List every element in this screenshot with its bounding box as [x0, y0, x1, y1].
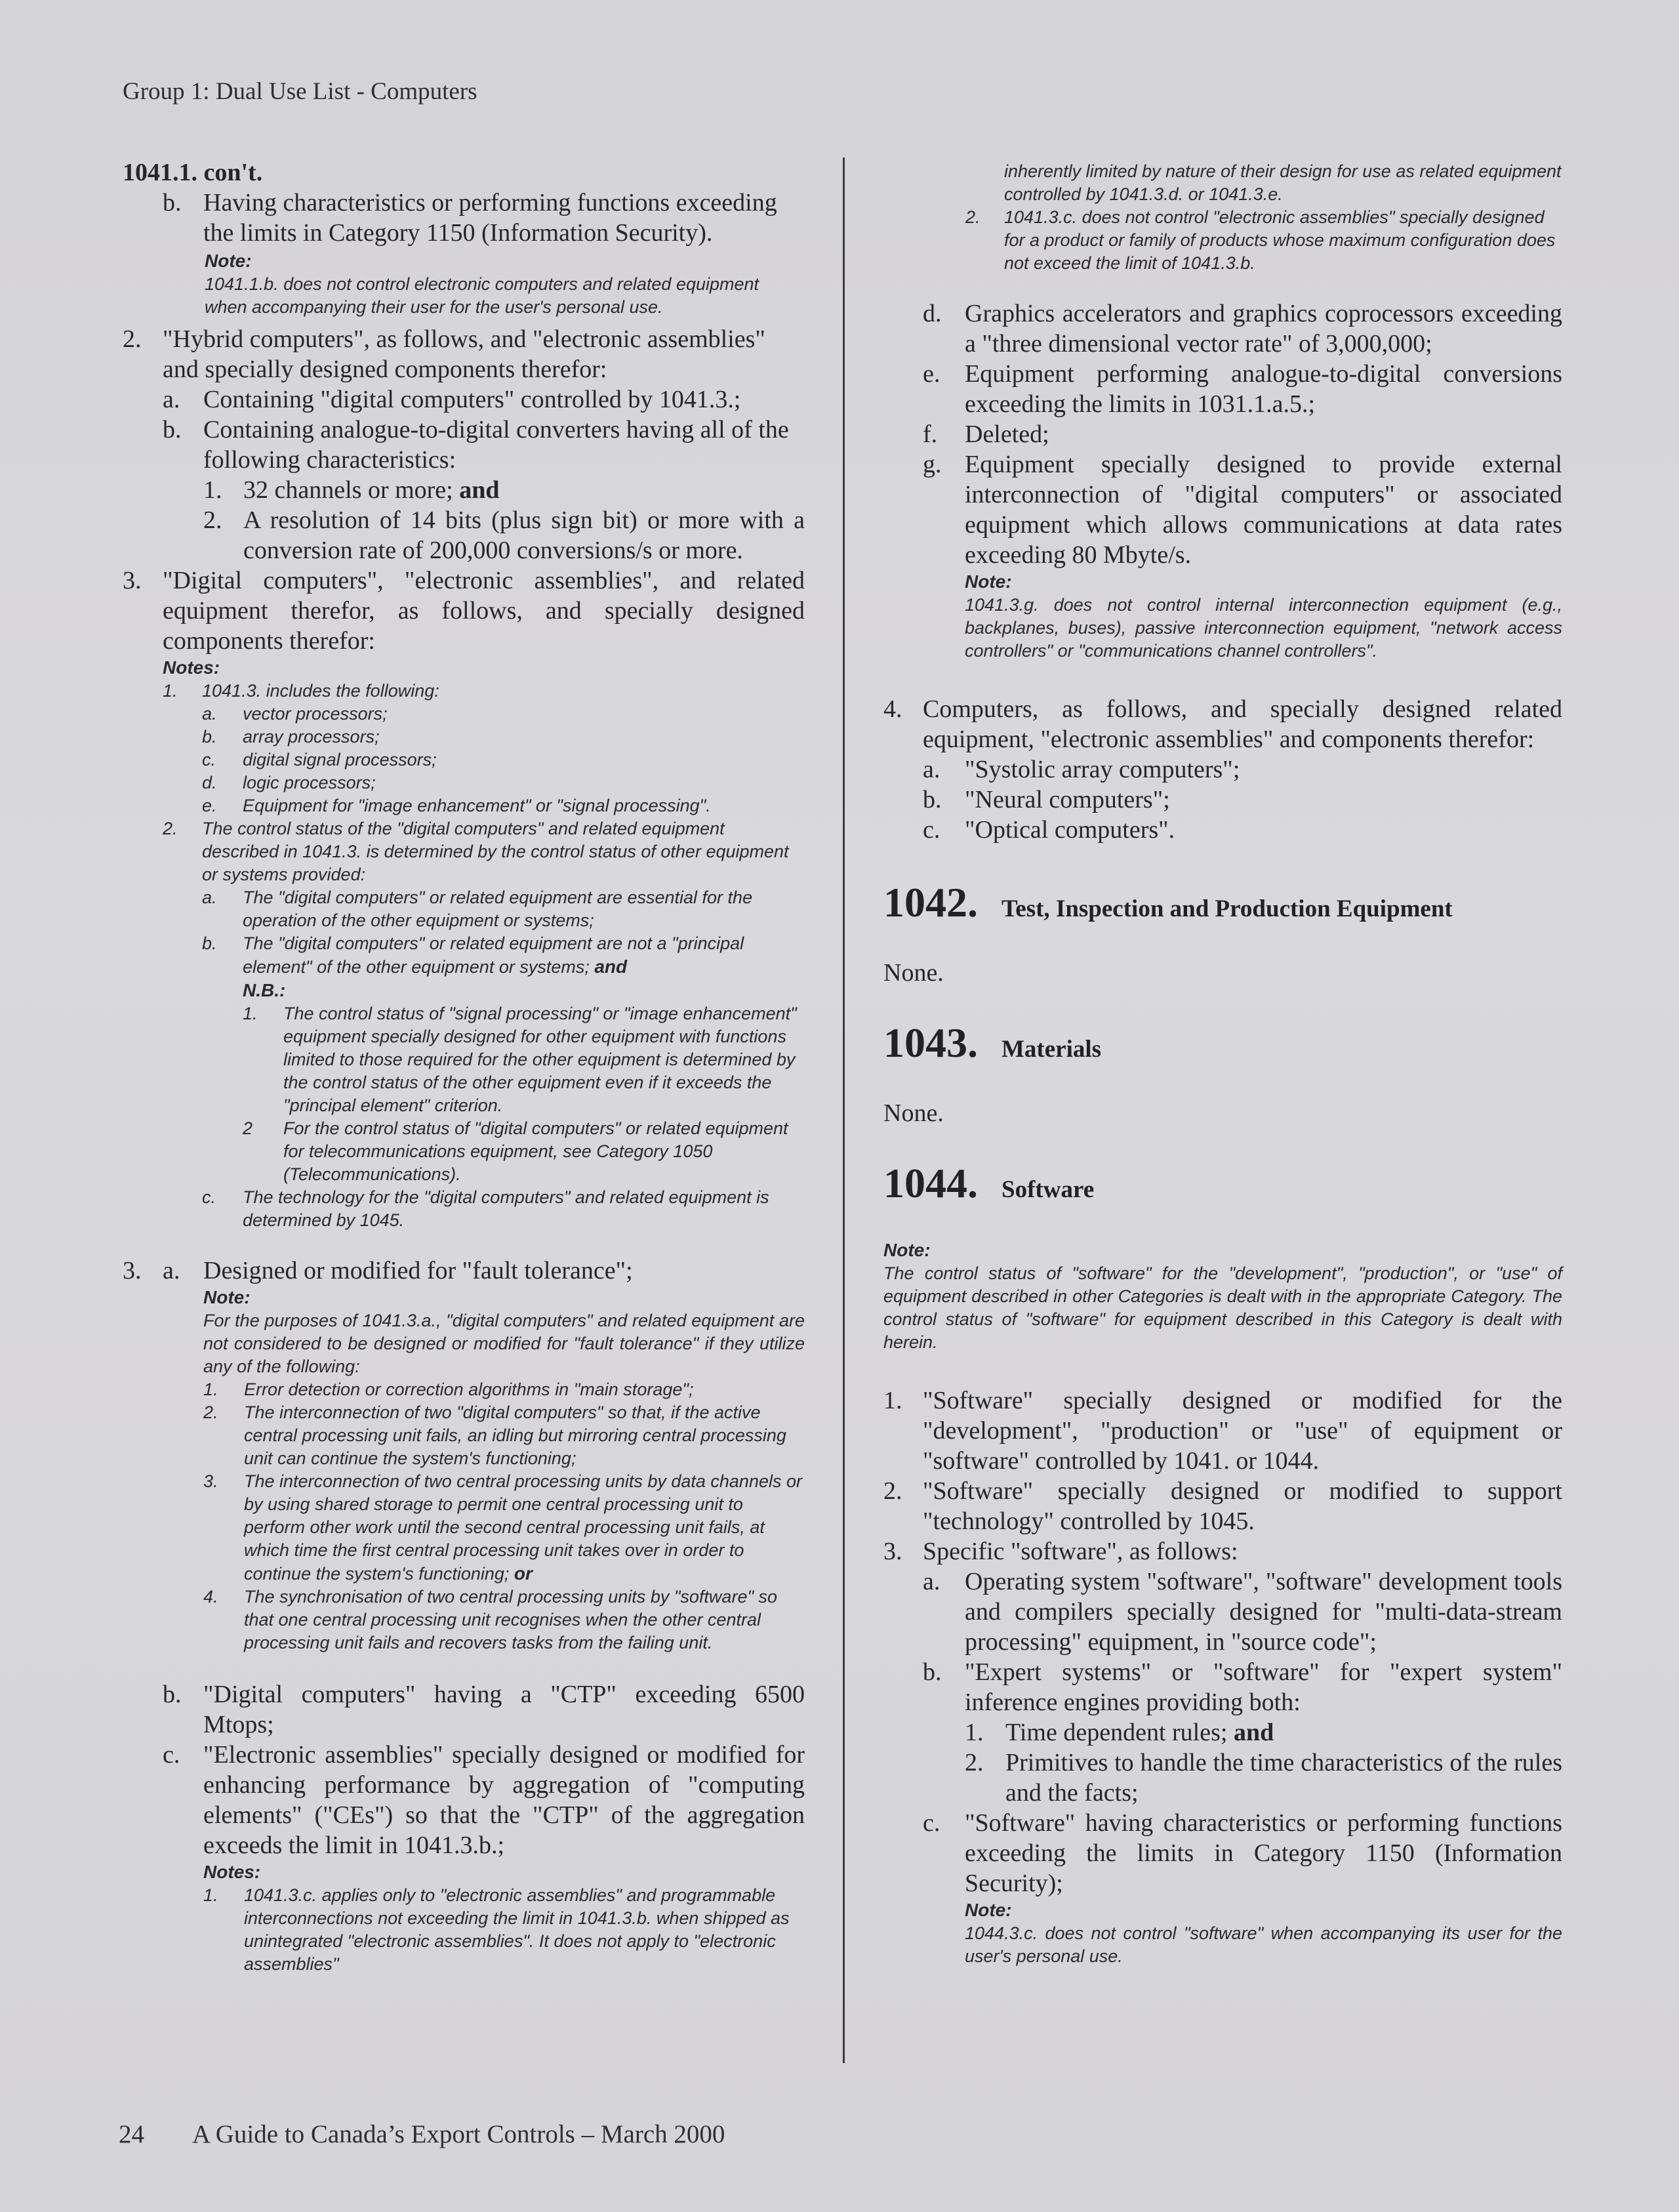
list-item: b. The "digital computers" or related equipment are not a "principal element" of the other equipment or systems; and — [202, 933, 744, 977]
right-column — [883, 160, 1562, 1968]
page-number: 24 — [119, 2120, 144, 2148]
note-block: Note: 1041.3.g. does not control internal interconnection equipment (e.g., backplanes, buses), passive interconnection equipment, "network access controllers" or "communications channel controllers". — [965, 571, 1562, 661]
list-item: 3. Specific "software", as follows: — [883, 1538, 1238, 1565]
list-item: a. vector processors; — [202, 704, 388, 724]
column-divider — [843, 157, 845, 2063]
notes-block: Notes: 1. 1041.3.c. applies only to "electronic assemblies" and programmable interconnections not exceeding the limit in 1041.3.b. when shipped as unintegrated "electronic assemblies". It does not apply to "electronic assemblies" — [123, 1860, 805, 1976]
list-item: f. Deleted; — [923, 420, 1049, 448]
page-footer — [119, 2120, 725, 2149]
list-item: b. Having characteristics or performing functions exceeding the limits in Category 1150 (Information Security). — [163, 189, 777, 247]
list-item: b. array processors; — [202, 727, 380, 747]
list-item: 2. 1041.3.c. does not control "electronic assemblies" specially designed for a product or family of products whose maximum configuration does not exceed the limit of 1041.3.b. — [965, 207, 1556, 273]
list-item: b. "Neural computers"; — [923, 786, 1170, 813]
list-item: d. Graphics accelerators and graphics coprocessors exceeding a "three dimensional vector rate" of 3,000,000; — [923, 300, 1562, 358]
list-item: c. "Electronic assemblies" specially designed or modified for enhancing performance by aggregation of "computing elements" ("CEs") so that the "CTP" of the aggregation exceeds the limit in 1041.3.b.; — [163, 1741, 805, 1859]
footer-title: A Guide to Canada’s Export Controls – March 2000 — [192, 2120, 725, 2148]
list-item: 2. Primitives to handle the time characteristics of the rules and the facts; — [965, 1749, 1562, 1807]
list-item: a. The "digital computers" or related equipment are essential for the operation of the other equipment or systems; — [202, 888, 753, 930]
section-body-1043: None. — [883, 1099, 944, 1127]
list-item: c. "Software" having characteristics or performing functions exceeding the limits in Category 1150 (Information Security); — [923, 1809, 1562, 1897]
list-item: a. "Systolic array computers"; — [923, 756, 1240, 783]
list-item: 1. 1041.3.c. applies only to "electronic assemblies" and programmable interconnections not exceeding the limit in 1041.3.b. when shipped as unintegrated "electronic assemblies". It does not apply to "electronic assemblies" — [203, 1885, 790, 1974]
list-item: 1. The control status of "signal processing" or "image enhancement" equipment specially designed for other equipment with functions limited to those required for the other equipment is determined by the control status of the other equipment even if it exceeds the "principal element" criterion. — [243, 1004, 797, 1115]
list-item: 3. a. Designed or modified for "fault tolerance"; — [123, 1257, 633, 1284]
list-item: 1. Time dependent rules; and — [965, 1719, 1274, 1746]
note-block: Note: The control status of "software" for the "development", "production", or "use" of equipment described in other Categories is dealt with in the appropriate Category. The control status of "software" for equipment described in this Category is dealt with herein. — [883, 1240, 1562, 1352]
list-item: b. "Expert systems" or "software" for "expert system" inference engines providing both: — [923, 1658, 1562, 1716]
list-item: 3. The interconnection of two central processing units by data channels or by using shared storage to permit one central processing unit to perform other work until the second central processing unit fails, at which time the first central processing unit takes over in order to continue the system's functioning; or — [203, 1471, 802, 1584]
list-item: b. "Digital computers" having a "CTP" exceeding 6500 Mtops; — [163, 1681, 805, 1738]
list-item: c. "Optical computers". — [923, 816, 1175, 844]
section-heading-1042: 1042. Test, Inspection and Production Equipment — [883, 879, 1453, 926]
list-item: 2 For the control status of "digital computers" or related equipment for telecommunications equipment, see Category 1050 (Telecommunications). — [243, 1118, 788, 1184]
list-item: a. Containing "digital computers" controlled by 1041.3.; — [163, 386, 741, 413]
list-item: a. Operating system "software", "software" development tools and compilers specially designed for "multi-data-stream processing" equipment, in "source code"; — [923, 1568, 1562, 1656]
section-body-1042: None. — [883, 959, 944, 987]
list-item: 2. "Software" specially designed or modified to support "technology" controlled by 1045. — [883, 1477, 1562, 1535]
list-item: 1. "Software" specially designed or modified for the "development", "production" or "use" of equipment or "software" controlled by 1041. or 1044. — [883, 1387, 1562, 1475]
list-item: e. Equipment performing analogue-to-digital conversions exceeding the limits in 1031.1.a.5.; — [923, 360, 1562, 418]
note-block: Note: 1044.3.c. does not control "software" when accompanying its user for the user's personal use. — [965, 1900, 1562, 1966]
list-item: 1. Error detection or correction algorithms in "main storage"; — [203, 1380, 694, 1399]
list-item: 2. The interconnection of two "digital computers" so that, if the active central processing unit fails, an idling but mirroring central processing unit can continue the system's functioning; — [203, 1403, 786, 1468]
section-heading-1043: 1043. Materials — [883, 1019, 1102, 1066]
list-item: 3. "Digital computers", "electronic assemblies", and related equipment therefor, as follows, and specially designed components therefor: — [123, 567, 805, 655]
list-item: c. The technology for the "digital computers" and related equipment is determined by 1045. — [202, 1187, 769, 1230]
notes-block: Notes: 1. 1041.3. includes the following: a. vector processors; b. array processors; c. digital signal processors; d. logic processors; e. Equipment for "image enhancement" or "signal processing". 2. The control status of the "digital computers" and related equipment described in 1041.3. is determined by the control status of other equipment or systems provided: a. The "digital computers" or related equipment are essential for the operation of the other equipment or systems; b. The "digital computers" or related equipment are not a "principal element" of the other equipment or systems; and N.B.: 1. The control status of "signal processing" or "image enhancement" equipment specially designed for other equipment with functions limited to those required for the other equipment is determined by the control status of the other equipment even if it exceeds the "principal element" criterion. 2 For the control status of "digital computers" or related equipment for telecommunications equipment, see Category 1050 (Telecommunications). c. The technology for the "digital computers" and related equipment is determined by 1045. — [123, 656, 805, 1232]
left-column — [123, 157, 805, 1976]
list-item: 4. The synchronisation of two central processing units by "software" so that one central processing unit recognises when the other central processing unit fails and recovers tasks from the failing unit. — [203, 1587, 778, 1652]
list-item: c. digital signal processors; — [202, 750, 437, 769]
section-heading-1044: 1044. Software — [883, 1160, 1095, 1206]
list-item: 1. 32 channels or more; and — [203, 476, 500, 504]
list-item: e. Equipment for "image enhancement" or "signal processing". — [202, 796, 711, 815]
list-item: b. Containing analogue-to-digital converters having all of the following characteristics: — [163, 416, 789, 474]
list-item: 4. Computers, as follows, and specially designed related equipment, "electronic assemblies" and components therefor: — [883, 695, 1562, 753]
list-item: 2. A resolution of 14 bits (plus sign bit) or more with a conversion rate of 200,000 conversions/s or more. — [203, 506, 805, 564]
page-header: Group 1: Dual Use List - Computers — [123, 78, 477, 105]
list-item: 2. The control status of the "digital computers" and related equipment described in 1041.3. is determined by the control status of other equipment or systems provided: — [163, 819, 789, 884]
list-item: d. logic processors; — [202, 773, 376, 792]
section-continuation-heading: 1041.1. con't. — [123, 159, 263, 186]
continued-note: inherently limited by nature of their design for use as related equipment controlled by 1041.3.d. or 1041.3.e. — [1004, 161, 1562, 204]
list-item: 2. "Hybrid computers", as follows, and "electronic assemblies" and specially designed components therefor: — [123, 325, 765, 383]
list-item: g. Equipment specially designed to provide external interconnection of "digital computers" or associated equipment which allows communications at data rates exceeding 80 Mbyte/s. — [923, 451, 1562, 569]
note-block: Note: For the purposes of 1041.3.a., "digital computers" and related equipment are not considered to be designed or modified for "fault tolerance" if they utilize any of the following: 1. Error detection or correction algorithms in "main storage"; 2. The interconnection of two "digital computers" so that, if the active central processing unit fails, an idling but mirroring central processing unit can continue the system's functioning; 3. The interconnection of two central processing units by data channels or by using shared storage to permit one central processing unit to perform other work until the second central processing unit fails, at which time the first central processing unit takes over in order to continue the system's functioning; or 4. The synchronisation of two central processing units by "software" so that one central processing unit recognises when the other central processing unit fails and recovers tasks from the failing unit. — [123, 1286, 805, 1654]
note-block: Note: 1041.1.b. does not control electronic computers and related equipment when accompanying their user for the user's personal use. — [205, 251, 759, 317]
